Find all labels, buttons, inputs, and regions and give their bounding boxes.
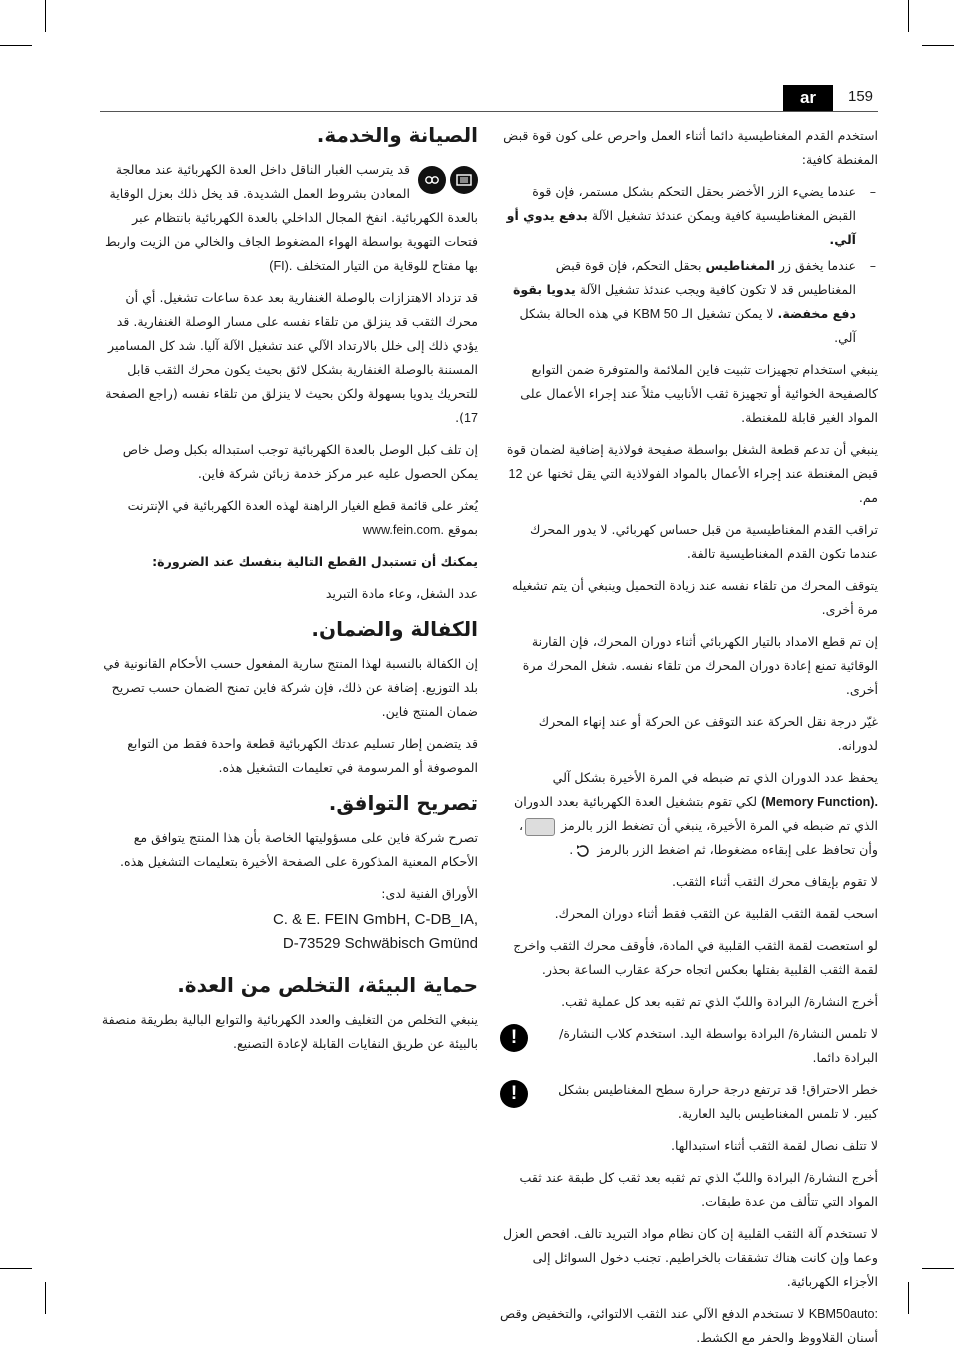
- bullet-item: – عندما يضيء الزر الأخضر بحقل التحكم بشكل مستمر، فإن قوة القبض المغناطيسية كافية ويمكن عندئذ تشغيل الآلة بدفع يدوي أو آلي.: [500, 180, 856, 252]
- crop-mark: [922, 1268, 954, 1269]
- ventilation-slot-icon: [450, 166, 478, 194]
- memory-button-icon: [525, 818, 555, 836]
- paragraph: يتوقف المحرك من تلقاء نفسه عند زيادة التحميل وينبغي أن يتم تشغيله مرة أخرى.: [511, 578, 878, 617]
- safety-goggles-icon: [418, 166, 446, 194]
- crop-mark: [908, 0, 909, 32]
- paragraph: الأوراق الفنية لدى:: [381, 886, 478, 901]
- paragraph: غيّر درجة نقل الحركة عند التوقف عن الحركة أو عند إنهاء المحرك لدورانه.: [538, 714, 878, 753]
- page-number: 159: [848, 88, 874, 105]
- paragraph: تراقب القدم المغناطيسية من قبل حساس كهربائي. لا يدور المحرك عندما تكون القدم المغناطيسية تالفة.: [530, 522, 878, 561]
- language-badge: ar: [783, 85, 833, 111]
- warning-icon: !: [500, 1024, 528, 1052]
- section-heading-conformity: تصريح التوافق.: [328, 791, 478, 815]
- address-line: D-73529 Schwäbisch Gmünd: [282, 935, 478, 952]
- warning-icon: !: [500, 1080, 528, 1108]
- paragraph: لو استعصت لقمة الثقب القلبية في المادة، فأوقف محرك الثقب واخرج لقمة الثقب القلبية بفتلها بعكس اتجاه حركة عقارب الساعة بحذر.: [513, 938, 878, 977]
- paragraph: قد يترسب الغبار الناقل داخل العدة الكهربائية عند معالجة المعادن بشروط العمل الشديدة. قد يخل ذلك بعزل الوقاية بالعدة الكهربائية. انفخ المجال الداخلي بالعدة الكهربائية بانتظام عبر فتحات التهوية بواسطة الهواء المضغوط الجاف والخالي من الزيت واربط بها مفتاح للوقاية من التيار المتخلف (FI).: [104, 162, 478, 273]
- section-heading-maintenance: الصيانة والخدمة.: [316, 123, 478, 147]
- crop-mark: [908, 1282, 909, 1314]
- paragraph: لا تستخدم آلة الثقب القلبية إن كان نظام مواد التبريد تالف. افحص العزل وعما وإن كانت هناك تشققات بالخراطيم. تجنب دخول السوائل إلى الأجزاء الكهربائية.: [503, 1226, 878, 1289]
- bullet-item: – عندما يخفق زر المغناطيس بحقل التحكم، فإن قوة قبض المغناطيس قد لا تكون كافية ويجب عندئذ تشغيل الآلة يدويا بقوة دفع مخفضة. لا يمكن تشغيل الـ KBM 50 في هذه الحالة بشكل آلي.: [500, 254, 856, 350]
- crop-mark: [0, 45, 32, 46]
- paragraph: تصرح شركة فاين على مسؤوليتها الخاصة بأن هذا المنتج يتوافق مع الأحكام المعنية المذكورة على الصفحة الأخيرة بتعليمات التشغيل هذه.: [120, 830, 478, 869]
- paragraph: يُعثر على قائمة قطع الغيار الراهنة لهذه العدة الكهربائية في الإنترنت بموقع www.fein.com.: [127, 498, 478, 537]
- paragraph: أخرج النشارة/ البرادة واللبّ الذي تم ثقبه بعد ثقب كل طبقة عند ثقب المواد التي تتألف من عدة طبقات.: [519, 1170, 878, 1209]
- paragraph: عدد الشغل، وعاء مادة التبريد: [325, 586, 478, 601]
- paragraph-bold: يمكنك أن تستبدل القطع التالية بنفسك عند الضرورة:: [152, 554, 478, 569]
- paragraph: قد يتضمن إطار تسليم عدتك الكهربائية قطعة واحدة فقط من التوابع الموصوفة أو المرسومة في تعليمات التشغيل هذه.: [127, 736, 478, 775]
- section-heading-environment: حماية البيئة، التخلص من العدة.: [177, 973, 478, 997]
- paragraph: إن الكفالة بالنسبة لهذا المنتج سارية المفعول حسب الأحكام القانونية في بلد التوزيع. إضافة عن ذلك، فإن شركة فاين تمنح الضمان حسب تصريح ضمان المنتج فاين.: [103, 656, 478, 719]
- address-block: [100, 908, 478, 956]
- bullet-list: [500, 180, 878, 350]
- paragraph: إن تلف كبل الوصل بالعدة الكهربائية توجب استبداله بكبل وصل خاص يمكن الحصول عليه عبر مركز خدمة زبائن شركة فاين.: [122, 442, 478, 481]
- paragraph: أخرج النشارة/ البرادة واللبّ الذي تم ثقبه بعد كل عملية ثقب.: [561, 994, 878, 1009]
- paragraph: يحفظ عدد الدوران الذي تم ضبطه في المرة الأخيرة بشكل آلي (Memory Function). لكي تقوم بتشغيل العدة الكهربائية بعدد الدوران الذي تم ضبطه في المرة الأخيرة، ينبغي أن تضغط الزر بالرمز ، وأن تحافظ على إبقاءه مضغوطا، ثم اضغط الزر بالرمز .: [513, 770, 878, 857]
- crop-mark: [922, 45, 954, 46]
- website-link[interactable]: www.fein.com.: [362, 523, 444, 537]
- warning-block: [500, 1022, 878, 1070]
- paragraph: ينبغي التخلص من التغليف والعدد الكهربائية والتوابع البالية بطريقة منصفة بالبيئة عن طريق النفايات القابلة لإعادة التصنيع.: [101, 1012, 478, 1051]
- paragraph: اسحب لقمة الثقب القلبية عن الثقب فقط أثناء دوران المحرك.: [554, 906, 878, 921]
- crop-mark: [45, 1282, 46, 1314]
- paragraph: KBM50auto: لا تستخدم الدفع الآلي عند الثقب الالتوائي، والتخفيض وقص أسنان القلاووظ والحفر مع الكشط.: [500, 1306, 878, 1345]
- crop-mark: [0, 1268, 32, 1269]
- warning-block: [500, 1078, 878, 1126]
- section-heading-warranty: الكفالة والضمان.: [311, 617, 478, 641]
- address-line: C. & E. FEIN GmbH, C-DB_IA,: [272, 911, 478, 928]
- paragraph: لا تتلف نصال لقمة الثقب أثناء استبدالها.: [670, 1138, 878, 1153]
- paragraph: قد تزداد الاهتزازات بالوصلة الغنفارية بعد عدة ساعات تشغيل. أي أن محرك الثقب قد ينزلق من تلقاء نفسه على مسار الوصلة الغنفارية. قد يؤدي ذلك إلى خلل بالارتداد الآلي عند تشغيل الآلة آليا. شد كل المسامير المسننة بالوصلة الغنفارية بشكل لائق بحيث يكون محرك الثقب قابل للتحريك يدويا بسهولة ولكن بحيث لا ينزلق من تلقاء نفسه (راجع الصفحة 17).: [105, 290, 478, 425]
- left-column: [100, 120, 478, 1064]
- right-column: [500, 124, 878, 1358]
- header-rule: [100, 111, 878, 112]
- paragraph: لا تقوم بإيقاف محرك الثقب أثناء الثقب.: [671, 874, 878, 889]
- maintenance-icons: [418, 166, 478, 194]
- warning-text: خطر الاحتراق! قد ترتفع درجة حرارة سطح المغناطيس بشكل كبير. لا تلمس المغناطيس باليد العارية.: [558, 1082, 878, 1121]
- paragraph: ينبغي أن تدعم قطعة الشغل بواسطة صفيحة فولاذية إضافية لضمان قوة قبض المغنطة عند إجراء الأعمال بالمواد الفولاذية التي يقل ثخنها عن 12 مم.: [506, 442, 878, 505]
- rotation-icon: [575, 843, 591, 859]
- paragraph: استخدم القدم المغناطيسية دائما أثناء العمل واحرص على كون قوة قبض المغنطة كافية:: [503, 128, 878, 167]
- paragraph: ينبغي استخدام تجهيزات تثبيت فاين الملائمة والمتوفرة ضمن التوابع كالصفيحة الخوائية أو تجهيزة ثقب الأنابيب مثلاً عند إجراء الأعمال على المواد الغير قابلة للمغنطة.: [520, 362, 878, 425]
- paragraph: إن تم قطع الامداد بالتيار الكهربائي أثناء دوران المحرك، فإن القارنة الوقائية تمنع إعادة دوران المحرك من تلقاء نفسه. شغل المحرك مرة أخرى.: [522, 634, 878, 697]
- warning-text: لا تلمس النشارة/ البرادة بواسطة اليد. استخدم كلاب النشارة/ البرادة دائما.: [559, 1026, 878, 1065]
- crop-mark: [45, 0, 46, 32]
